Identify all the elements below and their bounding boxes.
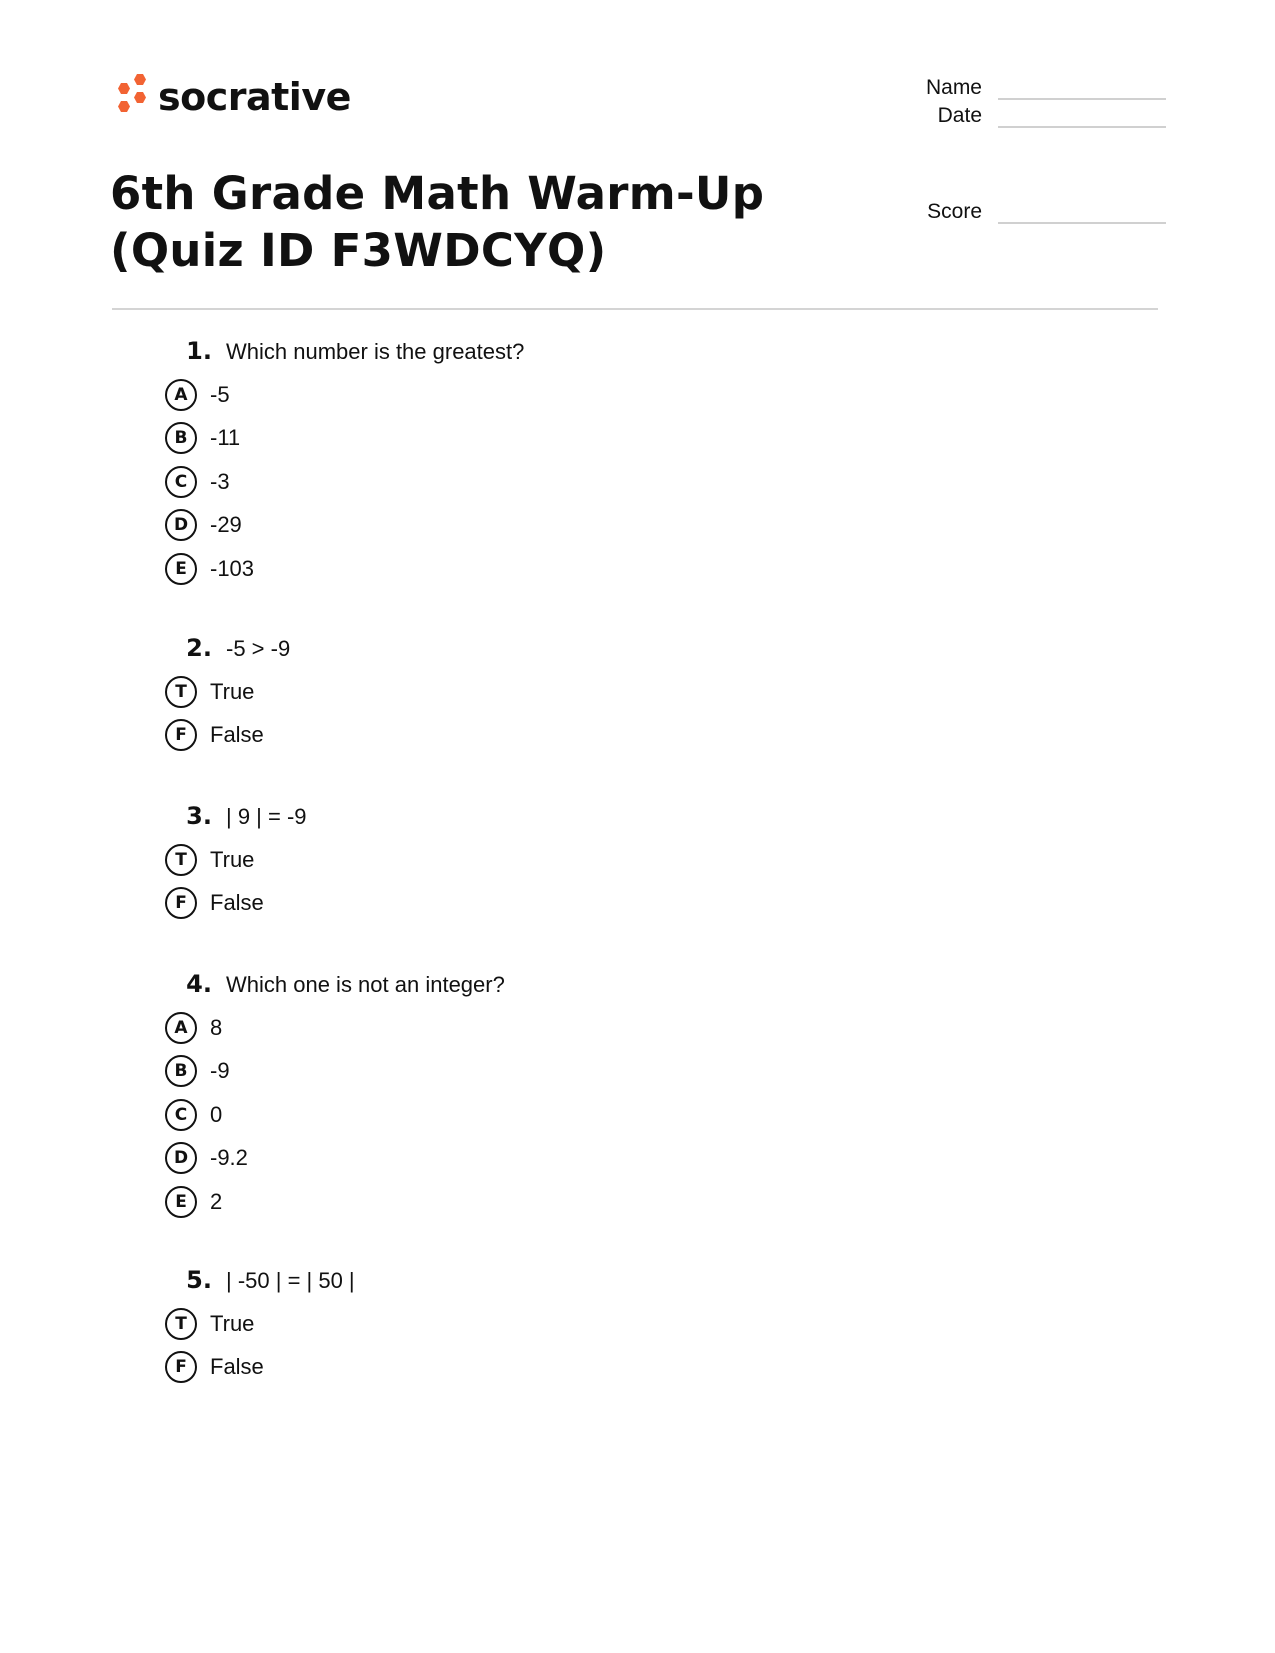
option-text: True [210,1310,255,1336]
option-c[interactable] [165,1093,505,1137]
option-text: -9.2 [210,1145,248,1171]
option-text: 0 [210,1101,223,1127]
option-b[interactable] [165,417,524,461]
option-a[interactable] [165,1006,505,1050]
name-label: Name [925,76,982,99]
answer-bubble-b[interactable]: B [165,1055,197,1087]
question-number: 5. [186,1266,212,1294]
option-text: False [210,1354,264,1380]
option-true[interactable] [165,1302,355,1346]
option-text: -29 [210,512,242,538]
question-number: 4. [186,970,212,998]
option-text: -5 [210,381,230,407]
option-text: -11 [210,425,241,451]
option-c[interactable] [165,460,524,504]
hexagon-cluster-icon [110,72,150,122]
name-field[interactable] [900,76,1166,100]
date-label: Date [937,104,982,127]
option-true[interactable] [165,670,290,714]
question-number: 2. [186,634,212,662]
answer-bubble-f[interactable]: F [165,719,197,751]
option-text: True [210,846,255,872]
question-number: 3. [186,802,212,830]
answer-bubble-d[interactable]: D [165,509,197,541]
option-a[interactable] [165,373,524,417]
option-true[interactable] [165,838,307,882]
name-input-line[interactable] [998,76,1166,100]
option-text: 2 [210,1188,223,1214]
question-text: -5 > -9 [226,636,291,661]
option-e[interactable] [165,1180,505,1224]
score-label: Score [927,200,982,223]
header-divider [112,308,1158,310]
brand-name: socrative [158,75,351,119]
question-text: Which one is not an integer? [226,972,505,997]
option-d[interactable] [165,504,524,548]
option-text: True [210,678,255,704]
option-text: -3 [210,468,230,494]
answer-bubble-c[interactable]: C [165,466,197,498]
question-text: Which number is the greatest? [226,339,525,364]
date-input-line[interactable] [998,104,1166,128]
question-5 [165,1266,355,1389]
answer-bubble-f[interactable]: F [165,1351,197,1383]
answer-bubble-f[interactable]: F [165,887,197,919]
answer-bubble-a[interactable]: A [165,1012,197,1044]
question-text: | -50 | = | 50 | [226,1268,355,1293]
socrative-logo [110,72,351,122]
question-2 [165,634,290,757]
option-e[interactable] [165,547,524,591]
option-false[interactable] [165,1346,355,1390]
answer-bubble-a[interactable]: A [165,379,197,411]
question-4 [165,970,505,1224]
option-text: False [210,890,264,916]
score-input-line[interactable] [998,200,1166,224]
option-d[interactable] [165,1137,505,1181]
score-field[interactable] [900,200,1166,224]
answer-bubble-t[interactable]: T [165,844,197,876]
answer-bubble-e[interactable]: E [165,553,197,585]
answer-bubble-t[interactable]: T [165,1308,197,1340]
question-3 [165,802,307,925]
answer-bubble-d[interactable]: D [165,1142,197,1174]
date-field[interactable] [900,104,1166,128]
option-text: -9 [210,1058,230,1084]
question-text: | 9 | = -9 [226,804,307,829]
answer-bubble-b[interactable]: B [165,422,197,454]
option-text: False [210,722,264,748]
answer-bubble-e[interactable]: E [165,1186,197,1218]
quiz-title: 6th Grade Math Warm-Up (Quiz ID F3WDCYQ) [110,167,765,277]
question-1 [165,337,524,591]
answer-bubble-c[interactable]: C [165,1099,197,1131]
answer-bubble-t[interactable]: T [165,676,197,708]
option-false[interactable] [165,882,307,926]
question-number: 1. [186,337,212,365]
option-false[interactable] [165,714,290,758]
option-text: 8 [210,1014,223,1040]
option-b[interactable] [165,1050,505,1094]
option-text: -103 [210,555,255,581]
